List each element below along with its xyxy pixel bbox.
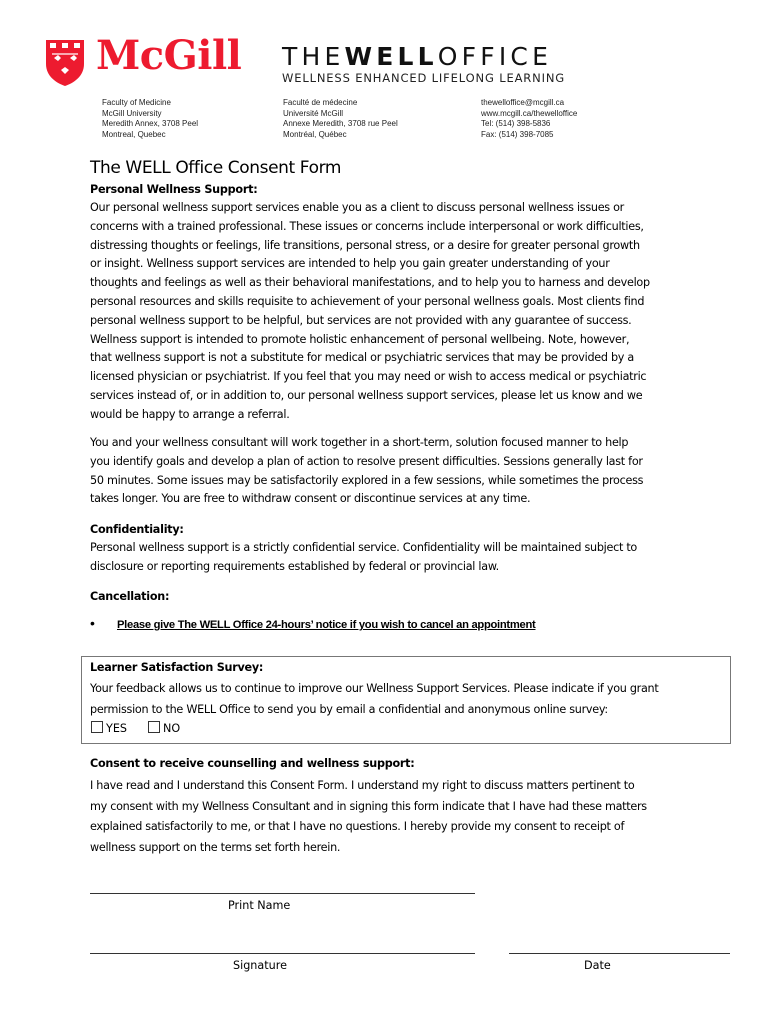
confidentiality-heading: Confidentiality: <box>90 523 184 536</box>
yes-checkbox[interactable] <box>91 721 103 733</box>
address-line: Annexe Meredith, 3708 rue Peel <box>283 119 398 128</box>
personal-support-paragraph <box>90 199 690 425</box>
paragraph-line: disclosure or reporting requirements established by federal or provincial law. <box>90 559 499 573</box>
paragraph-line: would be happy to arrange a referral. <box>90 407 290 421</box>
well-title-bold: WELL <box>344 42 438 71</box>
contact-phone: Tel: (514) 398-5836 <box>481 119 551 128</box>
paragraph-line: personal wellness support to be helpful, but services are not provided with any guarantee of success. <box>90 313 632 327</box>
contact-website: www.mcgill.ca/thewelloffice <box>481 108 578 118</box>
paragraph-line: wellness support on the terms set forth herein. <box>90 840 341 854</box>
address-line: Meredith Annex, 3708 Peel <box>102 119 199 128</box>
paragraph-line: Our personal wellness support services enable you as a client to discuss personal wellness issues or <box>90 201 625 214</box>
print-name-line[interactable] <box>90 893 475 894</box>
yes-label: YES <box>106 722 128 735</box>
well-title-suffix: OFFICE <box>437 42 553 71</box>
survey-yes-option[interactable] <box>91 721 127 735</box>
well-title-prefix: THE <box>282 42 345 71</box>
address-line: Faculté de médecine <box>283 98 358 107</box>
paragraph-line: Your feedback allows us to continue to improve our Wellness Support Services. Please indicate if you grant <box>90 682 659 695</box>
signature-line[interactable] <box>90 953 475 954</box>
address-english <box>102 98 198 140</box>
paragraph-line: concerns with a trained professional. These issues or concerns include interpersonal or work difficulties, <box>90 219 644 233</box>
paragraph-line: you identify goals and develop a plan of action to resolve present difficulties. Sessions generally last for <box>90 454 643 468</box>
paragraph-line: my consent with my Wellness Consultant and in signing this form indicate that I have had these matters <box>90 799 647 813</box>
paragraph-line: or insight. Wellness support services are intended to help you gain greater understanding of your <box>90 257 610 271</box>
no-checkbox[interactable] <box>148 721 160 733</box>
paragraph-line: services instead of, or in addition to, our personal wellness support services, please let us know and we <box>90 388 643 402</box>
mcgill-crest-logo <box>44 38 86 88</box>
confidentiality-paragraph <box>90 539 690 577</box>
paragraph-line: explained satisfactorily to me, or that I have no questions. I hereby provide my consent to receipt of <box>90 820 625 833</box>
cancellation-heading: Cancellation: <box>90 590 170 603</box>
contact-fax: Fax: (514) 398-7085 <box>481 129 554 139</box>
form-title: The WELL Office Consent Form <box>90 158 342 178</box>
survey-paragraph <box>90 679 690 720</box>
bullet-icon: • <box>90 615 95 631</box>
paragraph-line: that wellness support is not a substitute for medical or psychiatric services that may be provided by a <box>90 351 634 365</box>
address-french <box>283 98 398 140</box>
signature-label: Signature <box>233 959 287 972</box>
paragraph-line: permission to the WELL Office to send you by email a confidential and anonymous online survey: <box>90 702 608 716</box>
address-line: Université McGill <box>283 108 344 118</box>
paragraph-line: Personal wellness support is a strictly confidential service. Confidentiality will be maintained subject to <box>90 541 637 554</box>
paragraph-line: You and your wellness consultant will work together in a short-term, solution focused manner to help <box>90 436 629 449</box>
cancellation-notice: Please give The WELL Office 24-hours’ notice if you wish to cancel an appointment <box>117 619 536 631</box>
paragraph-line: Wellness support is intended to promote holistic enhancement of personal wellbeing. Note, however, <box>90 332 630 346</box>
paragraph-line: I have read and I understand this Consent Form. I understand my right to discuss matters pertinent to <box>90 779 635 792</box>
paragraph-line: licensed physician or psychiatrist. If you feel that you may need or wish to access medical or psychiatric <box>90 370 647 384</box>
address-line: McGill University <box>102 108 162 118</box>
survey-heading: Learner Satisfaction Survey: <box>90 661 264 674</box>
paragraph-line: personal resources and skills requisite to achievement of your personal wellness goals. Most clients find <box>90 294 645 308</box>
address-line: Montreal, Quebec <box>102 129 166 139</box>
personal-support-heading: Personal Wellness Support: <box>90 183 258 196</box>
consent-heading: Consent to receive counselling and wellness support: <box>90 757 415 770</box>
consent-paragraph <box>90 776 690 858</box>
well-office-logo-title <box>282 44 552 69</box>
contact-info <box>481 98 577 140</box>
paragraph-line: takes longer. You are free to withdraw consent or discontinue services at any time. <box>90 492 531 506</box>
paragraph-line: 50 minutes. Some issues may be satisfactorily explored in a few sessions, while sometimes the process <box>90 473 644 487</box>
no-label: NO <box>163 722 181 735</box>
date-line[interactable] <box>509 953 730 954</box>
date-label: Date <box>584 959 611 972</box>
well-office-tagline: WELLNESS ENHANCED LIFELONG LEARNING <box>282 71 566 85</box>
address-line: Montréal, Québec <box>283 129 347 139</box>
contact-email: thewelloffice@mcgill.ca <box>481 98 565 107</box>
paragraph-line: thoughts and feelings as well as their behavioral manifestations, and to help you to harness and develop <box>90 276 650 290</box>
paragraph-line: distressing thoughts or feelings, life transitions, personal stress, or a desire for greater personal growth <box>90 238 640 252</box>
address-line: Faculty of Medicine <box>102 98 171 107</box>
mcgill-wordmark: McGill <box>96 32 242 79</box>
consultant-paragraph <box>90 434 690 509</box>
survey-no-option[interactable] <box>148 721 180 735</box>
print-name-label: Print Name <box>228 899 291 912</box>
